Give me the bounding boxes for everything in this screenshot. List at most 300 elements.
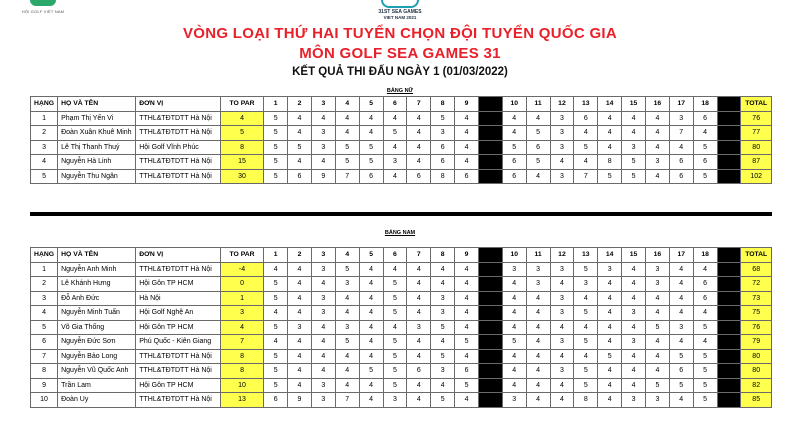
player-name-cell: Lê Thị Thanh Thuý [58, 140, 136, 155]
club-cell: Hội Golf Nghệ An [136, 306, 221, 321]
column-header: 9 [455, 248, 479, 263]
player-name-cell: Lê Khánh Hưng [58, 277, 136, 292]
rank-cell: 7 [31, 349, 58, 364]
table-row [31, 140, 772, 155]
hole-score-cell: 3 [311, 378, 335, 393]
hole-score-cell: 4 [622, 262, 646, 277]
hole-score-cell: 4 [407, 393, 431, 408]
to-par-cell: 4 [220, 320, 263, 335]
hole-score-cell: 4 [407, 349, 431, 364]
player-name-cell: Nguyễn Minh Tuấn [58, 306, 136, 321]
hole-score-cell: 4 [550, 378, 574, 393]
club-cell: TTHL&TĐTDTT Hà Nội [136, 364, 221, 379]
hole-score-cell: 5 [574, 140, 598, 155]
hole-score-cell: 4 [622, 364, 646, 379]
hole-score-cell: 3 [550, 140, 574, 155]
total-cell: 87 [741, 155, 772, 170]
hole-score-cell: 4 [645, 111, 669, 126]
hole-score-cell: 5 [264, 320, 288, 335]
hole-score-cell: 3 [311, 306, 335, 321]
hole-score-cell: 5 [693, 169, 717, 184]
hole-score-cell: 6 [288, 169, 312, 184]
hole-score-cell: 4 [598, 393, 622, 408]
player-name-cell: Đoàn Uy [58, 393, 136, 408]
column-header: 4 [335, 248, 359, 263]
hole-score-cell: 5 [383, 349, 407, 364]
hole-score-cell: 4 [622, 320, 646, 335]
hole-score-cell: 5 [502, 140, 526, 155]
out-total-cell: 41 [478, 140, 502, 155]
to-par-cell: 10 [220, 378, 263, 393]
hole-score-cell: 4 [645, 335, 669, 350]
in-total-cell: 32 [717, 262, 741, 277]
hole-score-cell: 3 [311, 393, 335, 408]
hole-score-cell: 6 [502, 169, 526, 184]
column-header: 17 [669, 248, 693, 263]
hole-score-cell: 4 [407, 277, 431, 292]
hole-score-cell: 3 [288, 320, 312, 335]
hole-score-cell: 5 [383, 364, 407, 379]
hole-score-cell: 5 [264, 155, 288, 170]
hole-score-cell: 5 [693, 364, 717, 379]
hole-score-cell: 5 [574, 335, 598, 350]
hole-score-cell: 6 [264, 393, 288, 408]
hole-score-cell: 6 [669, 364, 693, 379]
column-header: 2 [288, 97, 312, 112]
hole-score-cell: 4 [693, 126, 717, 141]
hole-score-cell: 3 [622, 140, 646, 155]
column-header: HẠNG [31, 248, 58, 263]
column-header: 5 [359, 248, 383, 263]
hole-score-cell: 4 [622, 349, 646, 364]
hole-score-cell: 4 [574, 155, 598, 170]
hole-score-cell: 4 [645, 126, 669, 141]
column-header: 7 [407, 97, 431, 112]
hole-score-cell: 4 [669, 291, 693, 306]
page-title-line2: MÔN GOLF SEA GAMES 31 [299, 45, 501, 62]
hole-score-cell: 6 [574, 111, 598, 126]
column-header: OUT [478, 97, 502, 112]
hole-score-cell: 3 [645, 262, 669, 277]
hole-score-cell: 4 [407, 140, 431, 155]
club-cell: Hội Gôn TP HCM [136, 277, 221, 292]
hole-score-cell: 4 [645, 291, 669, 306]
hole-score-cell: 4 [288, 277, 312, 292]
sea-games-logo-line1: 31ST SEA GAMES [378, 9, 422, 15]
hole-score-cell: 8 [431, 169, 455, 184]
hole-score-cell: 4 [407, 155, 431, 170]
hole-score-cell: 4 [598, 126, 622, 141]
hole-score-cell: 4 [502, 126, 526, 141]
rank-cell: 4 [31, 306, 58, 321]
hole-score-cell: 4 [598, 140, 622, 155]
hole-score-cell: 3 [622, 335, 646, 350]
hole-score-cell: 4 [383, 140, 407, 155]
out-total-cell: 38 [478, 111, 502, 126]
hole-score-cell: 4 [455, 111, 479, 126]
hole-score-cell: 4 [669, 277, 693, 292]
hole-score-cell: 4 [455, 320, 479, 335]
total-cell: 80 [741, 140, 772, 155]
in-total-cell: 40 [717, 349, 741, 364]
hole-score-cell: 9 [311, 169, 335, 184]
in-total-cell: 40 [717, 393, 741, 408]
hole-score-cell: 4 [502, 349, 526, 364]
total-cell: 73 [741, 291, 772, 306]
column-header: IN [717, 248, 741, 263]
hole-score-cell: 5 [359, 364, 383, 379]
hole-score-cell: 4 [288, 155, 312, 170]
hole-score-cell: 4 [335, 364, 359, 379]
hole-score-cell: 4 [288, 126, 312, 141]
column-header: 16 [645, 97, 669, 112]
hole-score-cell: 3 [526, 277, 550, 292]
rank-cell: 5 [31, 169, 58, 184]
to-par-cell: 8 [220, 349, 263, 364]
hole-score-cell: 4 [431, 277, 455, 292]
to-par-cell: 8 [220, 140, 263, 155]
hole-score-cell: 4 [598, 277, 622, 292]
hole-score-cell: 4 [526, 335, 550, 350]
out-total-cell: 45 [478, 393, 502, 408]
hole-score-cell: 4 [645, 169, 669, 184]
hole-score-cell: 4 [550, 277, 574, 292]
table-row [31, 111, 772, 126]
men-section-label: BẢNG NAM [384, 230, 416, 236]
column-header: TO PAR [220, 97, 263, 112]
hole-score-cell: 5 [264, 140, 288, 155]
hole-score-cell: 4 [502, 306, 526, 321]
hole-score-cell: 5 [693, 378, 717, 393]
out-total-cell: 36 [478, 378, 502, 393]
hole-score-cell: 4 [526, 320, 550, 335]
hole-score-cell: 4 [335, 111, 359, 126]
hole-score-cell: 4 [311, 364, 335, 379]
out-total-cell: 40 [478, 349, 502, 364]
hole-score-cell: 5 [431, 349, 455, 364]
hole-score-cell: 4 [526, 378, 550, 393]
out-total-cell: 41 [478, 364, 502, 379]
column-header: 3 [311, 248, 335, 263]
hole-score-cell: 3 [550, 291, 574, 306]
hole-score-cell: 4 [311, 277, 335, 292]
in-total-cell: 47 [717, 155, 741, 170]
in-total-cell: 41 [717, 126, 741, 141]
hole-score-cell: 4 [598, 335, 622, 350]
hole-score-cell: 4 [526, 169, 550, 184]
out-total-cell: 35 [478, 306, 502, 321]
club-cell: TTHL&TĐTDTT Hà Nội [136, 262, 221, 277]
club-cell: TTHL&TĐTDTT Hà Nội [136, 126, 221, 141]
hole-score-cell: 4 [574, 349, 598, 364]
hole-score-cell: 4 [622, 277, 646, 292]
total-cell: 68 [741, 262, 772, 277]
hole-score-cell: 5 [383, 291, 407, 306]
hole-score-cell: 6 [693, 155, 717, 170]
out-total-cell: 36 [478, 291, 502, 306]
total-cell: 82 [741, 378, 772, 393]
hole-score-cell: 5 [383, 335, 407, 350]
hole-score-cell: 5 [264, 169, 288, 184]
in-total-cell: 37 [717, 291, 741, 306]
hole-score-cell: 6 [502, 155, 526, 170]
out-total-cell: 40 [478, 155, 502, 170]
player-name-cell: Đỗ Anh Đức [58, 291, 136, 306]
sea-games-logo [360, 0, 440, 22]
club-cell: TTHL&TĐTDTT Hà Nội [136, 111, 221, 126]
hole-score-cell: 4 [550, 155, 574, 170]
hole-score-cell: 3 [598, 262, 622, 277]
to-par-cell: 7 [220, 335, 263, 350]
table-row [31, 277, 772, 292]
hole-score-cell: 4 [431, 378, 455, 393]
hole-score-cell: 7 [669, 126, 693, 141]
hole-score-cell: 5 [598, 349, 622, 364]
hole-score-cell: 6 [455, 169, 479, 184]
column-header: 11 [526, 248, 550, 263]
hole-score-cell: 4 [311, 320, 335, 335]
column-header: 8 [431, 97, 455, 112]
table-row [31, 320, 772, 335]
club-cell: TTHL&TĐTDTT Hà Nội [136, 155, 221, 170]
in-total-cell: 37 [717, 320, 741, 335]
rank-cell: 3 [31, 140, 58, 155]
hole-score-cell: 4 [311, 349, 335, 364]
hole-score-cell: 4 [359, 277, 383, 292]
club-cell: Hà Nội [136, 291, 221, 306]
column-header: 1 [264, 97, 288, 112]
hole-score-cell: 3 [669, 111, 693, 126]
hole-score-cell: 4 [335, 306, 359, 321]
hole-score-cell: 4 [455, 349, 479, 364]
hole-score-cell: 3 [622, 306, 646, 321]
hole-score-cell: 4 [359, 111, 383, 126]
rank-cell: 6 [31, 335, 58, 350]
in-total-cell: 46 [717, 378, 741, 393]
hole-score-cell: 4 [264, 262, 288, 277]
hole-score-cell: 5 [455, 378, 479, 393]
column-header: 10 [502, 248, 526, 263]
hole-score-cell: 5 [264, 364, 288, 379]
hole-score-cell: 5 [431, 393, 455, 408]
hole-score-cell: 5 [669, 378, 693, 393]
page-title-line1: VÒNG LOẠI THỨ HAI TUYỂN CHỌN ĐỘI TUYỂN QUỐC GIA [182, 25, 618, 42]
hole-score-cell: 4 [455, 140, 479, 155]
hole-score-cell: 4 [550, 349, 574, 364]
hole-score-cell: 9 [288, 393, 312, 408]
hole-score-cell: 5 [526, 155, 550, 170]
hole-score-cell: 3 [550, 306, 574, 321]
column-header: 18 [693, 248, 717, 263]
column-header: 12 [550, 97, 574, 112]
women-section-label: BẢNG NỮ [386, 88, 414, 94]
hole-score-cell: 4 [288, 378, 312, 393]
hole-score-cell: 4 [407, 111, 431, 126]
column-header: 16 [645, 248, 669, 263]
hole-score-cell: 4 [526, 111, 550, 126]
column-header: 9 [455, 97, 479, 112]
column-header: 8 [431, 248, 455, 263]
column-header: 11 [526, 97, 550, 112]
hole-score-cell: 4 [359, 320, 383, 335]
hole-score-cell: 4 [455, 277, 479, 292]
hole-score-cell: 4 [311, 335, 335, 350]
player-name-cell: Nguyễn Đức Sơn [58, 335, 136, 350]
hole-score-cell: 4 [598, 364, 622, 379]
hole-score-cell: 4 [669, 262, 693, 277]
column-header: 3 [311, 97, 335, 112]
hole-score-cell: 3 [550, 364, 574, 379]
to-par-cell: 3 [220, 306, 263, 321]
table-row [31, 169, 772, 184]
table-row [31, 262, 772, 277]
hole-score-cell: 4 [383, 169, 407, 184]
hole-score-cell: 6 [693, 111, 717, 126]
hole-score-cell: 4 [526, 291, 550, 306]
sea-games-logo-line2: VIET NAM 2021 [383, 15, 417, 20]
column-header: 15 [622, 248, 646, 263]
to-par-cell: 0 [220, 277, 263, 292]
to-par-cell: 4 [220, 111, 263, 126]
hole-score-cell: 4 [288, 335, 312, 350]
rank-cell: 1 [31, 262, 58, 277]
club-cell: Hội Golf Vĩnh Phúc [136, 140, 221, 155]
hole-score-cell: 3 [550, 169, 574, 184]
table-row [31, 306, 772, 321]
total-cell: 75 [741, 306, 772, 321]
player-name-cell: Đoàn Xuân Khuê Minh [58, 126, 136, 141]
hole-score-cell: 4 [622, 291, 646, 306]
table-row [31, 364, 772, 379]
hole-score-cell: 4 [693, 306, 717, 321]
hole-score-cell: 4 [431, 262, 455, 277]
hole-score-cell: 3 [502, 262, 526, 277]
in-total-cell: 38 [717, 111, 741, 126]
hole-score-cell: 4 [407, 126, 431, 141]
hole-score-cell: 4 [526, 306, 550, 321]
to-par-cell: 5 [220, 126, 263, 141]
total-cell: 77 [741, 126, 772, 141]
hole-score-cell: 4 [669, 393, 693, 408]
column-header: TOTAL [741, 248, 772, 263]
hole-score-cell: 4 [526, 349, 550, 364]
column-header: TO PAR [220, 248, 263, 263]
hole-score-cell: 4 [311, 111, 335, 126]
player-name-cell: Phạm Thị Yến Vi [58, 111, 136, 126]
total-cell: 80 [741, 349, 772, 364]
hole-score-cell: 4 [288, 262, 312, 277]
hole-score-cell: 7 [335, 393, 359, 408]
hole-score-cell: 4 [645, 349, 669, 364]
hole-score-cell: 4 [645, 364, 669, 379]
hole-score-cell: 4 [288, 364, 312, 379]
rank-cell: 2 [31, 126, 58, 141]
hole-score-cell: 6 [693, 277, 717, 292]
hole-score-cell: 4 [455, 155, 479, 170]
hole-score-cell: 4 [598, 320, 622, 335]
hole-score-cell: 4 [359, 126, 383, 141]
club-cell: TTHL&TĐTDTT Hà Nội [136, 349, 221, 364]
hole-score-cell: 4 [622, 111, 646, 126]
column-header: HẠNG [31, 97, 58, 112]
to-par-cell: -4 [220, 262, 263, 277]
hole-score-cell: 4 [622, 126, 646, 141]
column-header: 12 [550, 248, 574, 263]
hole-score-cell: 4 [526, 393, 550, 408]
hole-score-cell: 4 [669, 140, 693, 155]
hole-score-cell: 4 [359, 262, 383, 277]
hole-score-cell: 4 [455, 393, 479, 408]
column-header: 4 [335, 97, 359, 112]
hole-score-cell: 3 [335, 277, 359, 292]
rank-cell: 2 [31, 277, 58, 292]
hole-score-cell: 3 [431, 364, 455, 379]
hole-score-cell: 7 [335, 169, 359, 184]
hole-score-cell: 5 [383, 277, 407, 292]
rank-cell: 3 [31, 291, 58, 306]
hole-score-cell: 6 [407, 169, 431, 184]
hole-score-cell: 5 [502, 335, 526, 350]
hole-score-cell: 4 [359, 291, 383, 306]
column-header: 5 [359, 97, 383, 112]
table-row [31, 291, 772, 306]
out-total-cell: 37 [478, 277, 502, 292]
hole-score-cell: 4 [574, 291, 598, 306]
sea-games-arc-icon [381, 0, 419, 8]
hole-score-cell: 5 [693, 320, 717, 335]
total-cell: 85 [741, 393, 772, 408]
column-header: 2 [288, 248, 312, 263]
hole-score-cell: 5 [383, 126, 407, 141]
hole-score-cell: 3 [645, 277, 669, 292]
section-divider [30, 212, 772, 216]
hole-score-cell: 5 [359, 140, 383, 155]
hole-score-cell: 3 [431, 126, 455, 141]
hole-score-cell: 4 [645, 140, 669, 155]
table-header-row [31, 248, 772, 263]
hole-score-cell: 6 [407, 364, 431, 379]
hole-score-cell: 4 [359, 335, 383, 350]
hole-score-cell: 5 [574, 306, 598, 321]
hole-score-cell: 3 [550, 262, 574, 277]
hole-score-cell: 5 [645, 378, 669, 393]
table-row [31, 393, 772, 408]
hole-score-cell: 3 [311, 126, 335, 141]
hole-score-cell: 5 [431, 320, 455, 335]
hole-score-cell: 4 [431, 335, 455, 350]
hole-score-cell: 5 [264, 111, 288, 126]
out-total-cell: 36 [478, 126, 502, 141]
hole-score-cell: 3 [574, 277, 598, 292]
hole-score-cell: 5 [622, 155, 646, 170]
hole-score-cell: 4 [288, 291, 312, 306]
table-row [31, 126, 772, 141]
rank-cell: 1 [31, 111, 58, 126]
hole-score-cell: 5 [693, 393, 717, 408]
hole-score-cell: 5 [264, 126, 288, 141]
hole-score-cell: 3 [335, 320, 359, 335]
logo-left-text: HỘI GOLF VIỆT NAM [21, 9, 65, 14]
hole-score-cell: 4 [574, 320, 598, 335]
hole-score-cell: 4 [264, 306, 288, 321]
hole-score-cell: 5 [359, 155, 383, 170]
club-cell: TTHL&TĐTDTT Hà Nội [136, 169, 221, 184]
hole-score-cell: 3 [669, 320, 693, 335]
hole-score-cell: 3 [431, 306, 455, 321]
hole-score-cell: 4 [455, 262, 479, 277]
hole-score-cell: 3 [311, 140, 335, 155]
hole-score-cell: 5 [264, 277, 288, 292]
